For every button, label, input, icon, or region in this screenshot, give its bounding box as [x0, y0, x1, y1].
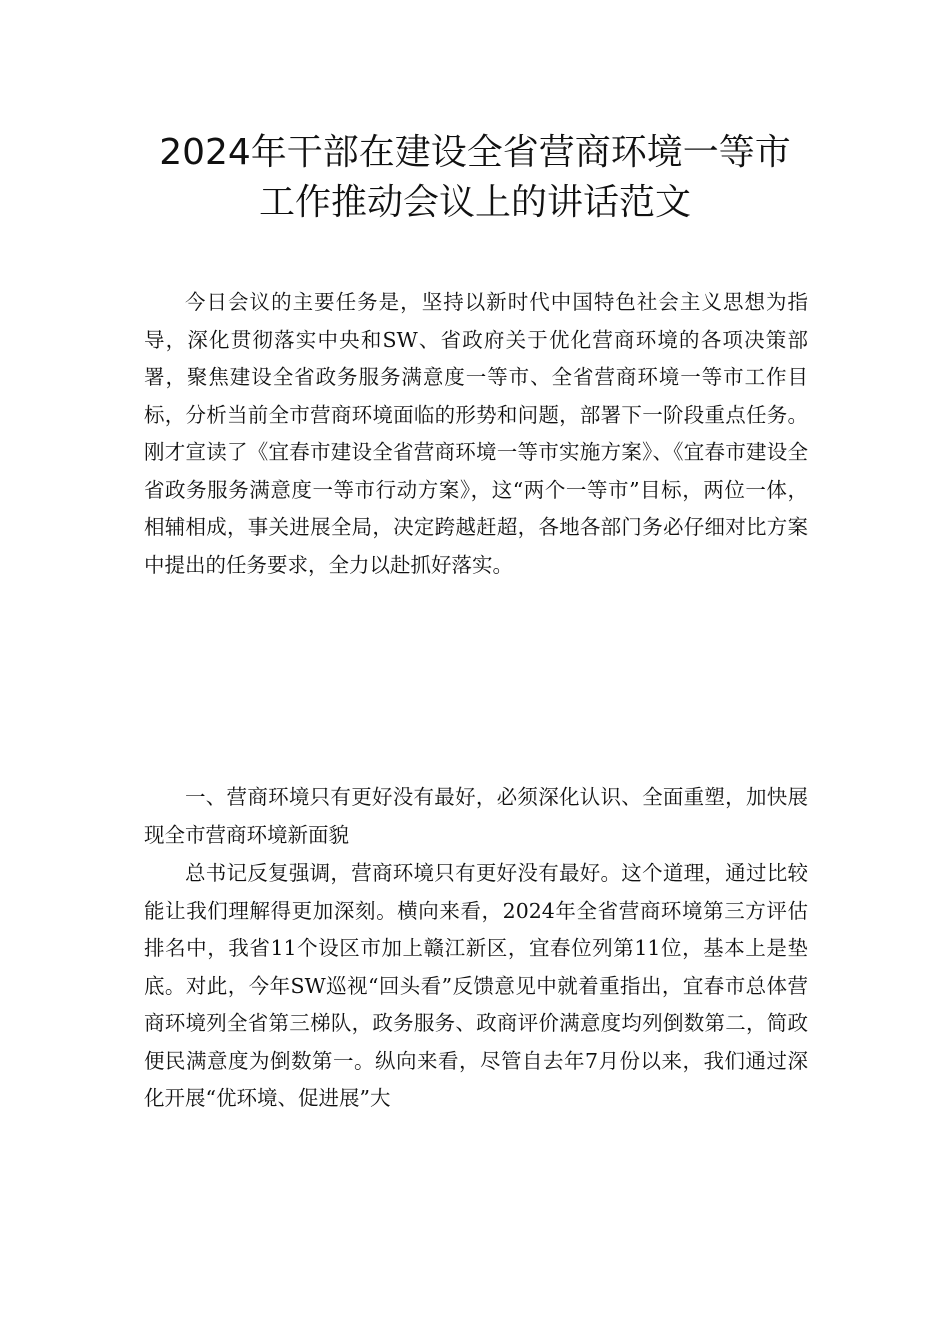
- paragraph-intro: 今日会议的主要任务是，坚持以新时代中国特色社会主义思想为指导，深化贯彻落实中央和SW、省政府关于优化营商环境的各项决策部署，聚焦建设全省政务服务满意度一等市、全省营商环境一等市工作目标，分析当前全市营商环境面临的形势和问题，部署下一阶段重点任务。刚才宣读了《宜春市建设全省营商环境一等市实施方案》、《宜春市建设全省政务服务满意度一等市行动方案》，这“两个一等市”目标，两位一体，相辅相成，事关进展全局，决定跨越赶超，各地各部门务必仔细对比方案中提出的任务要求，全力以赴抓好落实。: [144, 290, 808, 577]
- title-line-2: 工作推动会议上的讲话范文: [258, 182, 691, 223]
- title-line-1: 2024年干部在建设全省营商环境一等市: [159, 132, 791, 173]
- paragraph-section-1: 总书记反复强调，营商环境只有更好没有最好。这个道理，通过比较能让我们理解得更加深刻。横向来看，2024年全省营商环境第三方评估排名中，我省11个设区市加上赣江新区，宜春位列第11位，基本上是垫底。对此，今年SW巡视“回头看”反馈意见中就着重指出，宜春市总体营商环境列全省第三梯队，政务服务、政商评价满意度均列倒数第二，简政便民满意度为倒数第一。纵向来看，尽管自去年7月份以来，我们通过深化开展“优环境、促进展”大: [144, 861, 808, 1110]
- section-heading-1: 一、营商环境只有更好没有最好，必须深化认识、全面重塑，加快展现全市营商环境新面貌: [144, 785, 808, 847]
- document-title: [100, 128, 850, 228]
